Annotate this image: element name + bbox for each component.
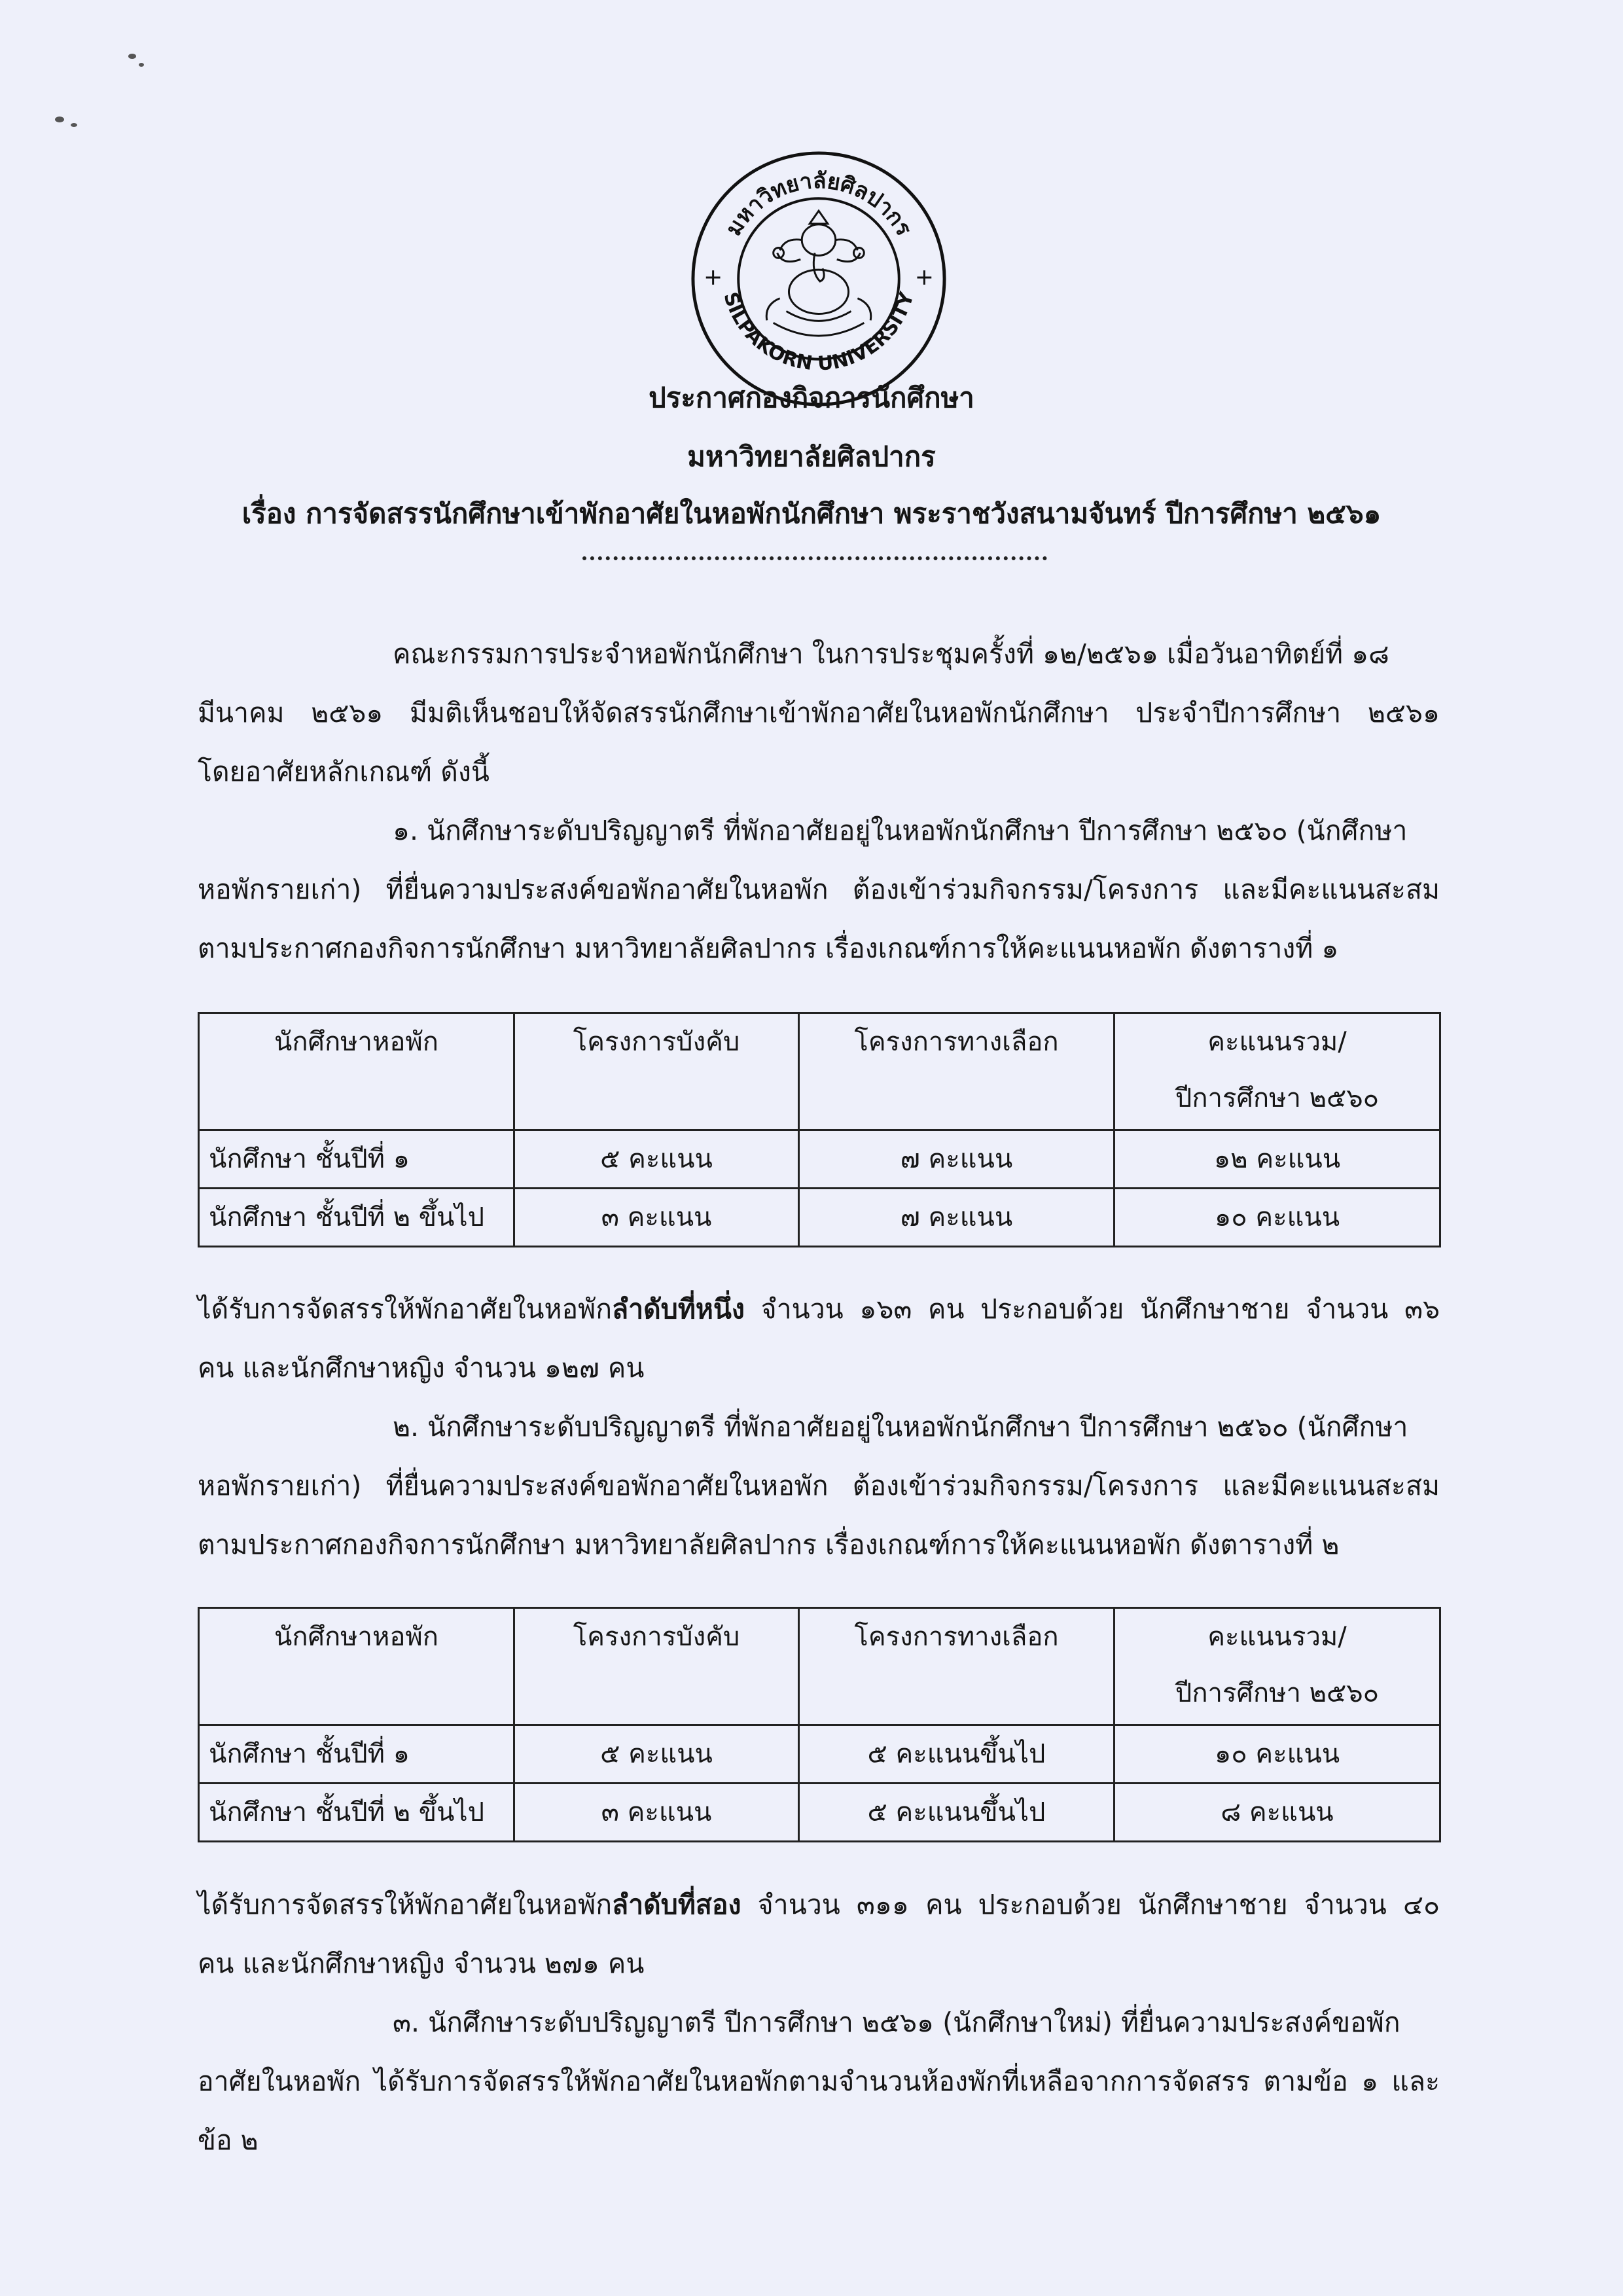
scan-speck — [71, 123, 77, 127]
table-cell: ๕ คะแนน — [514, 1725, 799, 1784]
table-cell: นักศึกษา ชั้นปีที่ ๒ ขึ้นไป — [199, 1784, 514, 1842]
item2-line-2: หอพักรายเก่า) ที่ยื่นความประสงค์ขอพักอาศัยในหอพัก ต้องเข้าร่วมกิจกรรม/โครงการ และมีคะแนนสะสม — [198, 1470, 1440, 1501]
university-seal-logo — [689, 149, 948, 408]
intro-line-1: คณะกรรมการประจำหอพักนักศึกษา ในการประชุมครั้งที่ ๑๒/๒๕๖๑ เมื่อวันอาทิตย์ที่ ๑๘ — [393, 638, 1389, 670]
header-optional-projects: โครงการทางเลือก — [799, 1608, 1115, 1725]
announcement-title: ประกาศกองกิจการนักศึกษา — [649, 382, 974, 414]
table-header-row — [199, 1608, 1440, 1725]
score-table-1 — [198, 1012, 1441, 1247]
scan-speck — [139, 63, 144, 67]
table-cell: ๗ คะแนน — [799, 1189, 1115, 1247]
table-cell: ๑๒ คะแนน — [1115, 1130, 1440, 1189]
item3-line-1: ๓. นักศึกษาระดับปริญญาตรี ปีการศึกษา ๒๕๖๑ (นักศึกษาใหม่) ที่ยื่นความประสงค์ขอพัก — [393, 2007, 1400, 2038]
dotted-divider — [582, 556, 1047, 560]
table-row — [199, 1725, 1440, 1784]
header-total-score: คะแนนรวม/ ปีการศึกษา ๒๕๖๐ — [1115, 1013, 1440, 1130]
item3-line-2: อาศัยในหอพัก ได้รับการจัดสรรให้พักอาศัยในหอพักตามจำนวนห้องพักที่เหลือจากการจัดสรร ตามข้อ ๑ และ — [198, 2066, 1440, 2097]
table-cell: ๑๐ คะแนน — [1115, 1189, 1440, 1247]
item3-line-3: ข้อ ๒ — [198, 2125, 259, 2156]
table-header-row — [199, 1013, 1440, 1130]
table-cell: ๘ คะแนน — [1115, 1784, 1440, 1842]
header-dorm-students: นักศึกษาหอพัก — [199, 1608, 514, 1725]
scan-speck — [55, 117, 64, 122]
table-cell: นักศึกษา ชั้นปีที่ ๑ — [199, 1725, 514, 1784]
item1-result-line-1: ได้รับการจัดสรรให้พักอาศัยในหอพักลำดับที่หนึ่ง จำนวน ๑๖๓ คน ประกอบด้วย นักศึกษาชาย จำนวน ๓๖ — [198, 1293, 1440, 1325]
table-cell: ๕ คะแนนขึ้นไป — [799, 1725, 1115, 1784]
university-name: มหาวิทยาลัยศิลปากร — [687, 440, 936, 473]
item1-result-and-item2 — [198, 1280, 1440, 1574]
table-row — [199, 1784, 1440, 1842]
table-cell: นักศึกษา ชั้นปีที่ ๑ — [199, 1130, 514, 1189]
item2-result-and-item3 — [198, 1875, 1440, 2170]
intro-section — [198, 624, 1440, 978]
scan-speck — [128, 54, 136, 59]
header-total-score: คะแนนรวม/ ปีการศึกษา ๒๕๖๐ — [1115, 1608, 1440, 1725]
item2-result-line-1: ได้รับการจัดสรรให้พักอาศัยในหอพักลำดับที่สอง จำนวน ๓๑๑ คน ประกอบด้วย นักศึกษาชาย จำนวน ๔๐ — [198, 1889, 1440, 1920]
header-mandatory-projects: โครงการบังคับ — [514, 1608, 799, 1725]
table-cell: ๕ คะแนนขึ้นไป — [799, 1784, 1115, 1842]
table-cell: นักศึกษา ชั้นปีที่ ๒ ขึ้นไป — [199, 1189, 514, 1247]
item2-result-line-2: คน และนักศึกษาหญิง จำนวน ๒๗๑ คน — [198, 1948, 645, 1979]
item1-result-line-2: คน และนักศึกษาหญิง จำนวน ๑๒๗ คน — [198, 1352, 645, 1384]
table-cell: ๑๐ คะแนน — [1115, 1725, 1440, 1784]
intro-line-3: โดยอาศัยหลักเกณฑ์ ดังนี้ — [198, 756, 490, 787]
table-cell: ๗ คะแนน — [799, 1130, 1115, 1189]
seal-thai-text: มหาวิทยาลัยศิลปากร — [720, 168, 918, 240]
header-optional-projects: โครงการทางเลือก — [799, 1013, 1115, 1130]
table-cell: ๓ คะแนน — [514, 1189, 799, 1247]
announcement-subject: เรื่อง การจัดสรรนักศึกษาเข้าพักอาศัยในหอพักนักศึกษา พระราชวังสนามจันทร์ ปีการศึกษา ๒๕๖๑ — [241, 497, 1382, 529]
item1-line-1: ๑. นักศึกษาระดับปริญญาตรี ที่พักอาศัยอยู่ในหอพักนักศึกษา ปีการศึกษา ๒๕๖๐ (นักศึกษา — [393, 815, 1408, 846]
table-row — [199, 1130, 1440, 1189]
item1-line-3: ตามประกาศกองกิจการนักศึกษา มหาวิทยาลัยศิลปากร เรื่องเกณฑ์การให้คะแนนหอพัก ดังตารางที่ ๑ — [198, 933, 1339, 964]
seal-english-text: SILPAKORN UNIVERSITY — [719, 289, 919, 376]
table-cell: ๓ คะแนน — [514, 1784, 799, 1842]
score-table-2 — [198, 1607, 1441, 1842]
intro-line-2: มีนาคม ๒๕๖๑ มีมติเห็นชอบให้จัดสรรนักศึกษาเข้าพักอาศัยในหอพักนักศึกษา ประจำปีการศึกษา ๒๕๖๑ — [198, 697, 1440, 728]
table-row — [199, 1189, 1440, 1247]
header-dorm-students: นักศึกษาหอพัก — [199, 1013, 514, 1130]
item1-line-2: หอพักรายเก่า) ที่ยื่นความประสงค์ขอพักอาศัยในหอพัก ต้องเข้าร่วมกิจกรรม/โครงการ และมีคะแนนสะสม — [198, 874, 1440, 905]
item2-line-1: ๒. นักศึกษาระดับปริญญาตรี ที่พักอาศัยอยู่ในหอพักนักศึกษา ปีการศึกษา ๒๕๖๐ (นักศึกษา — [393, 1411, 1408, 1443]
header-mandatory-projects: โครงการบังคับ — [514, 1013, 799, 1130]
table-cell: ๕ คะแนน — [514, 1130, 799, 1189]
item2-line-3: ตามประกาศกองกิจการนักศึกษา มหาวิทยาลัยศิลปากร เรื่องเกณฑ์การให้คะแนนหอพัก ดังตารางที่ ๒ — [198, 1529, 1340, 1560]
